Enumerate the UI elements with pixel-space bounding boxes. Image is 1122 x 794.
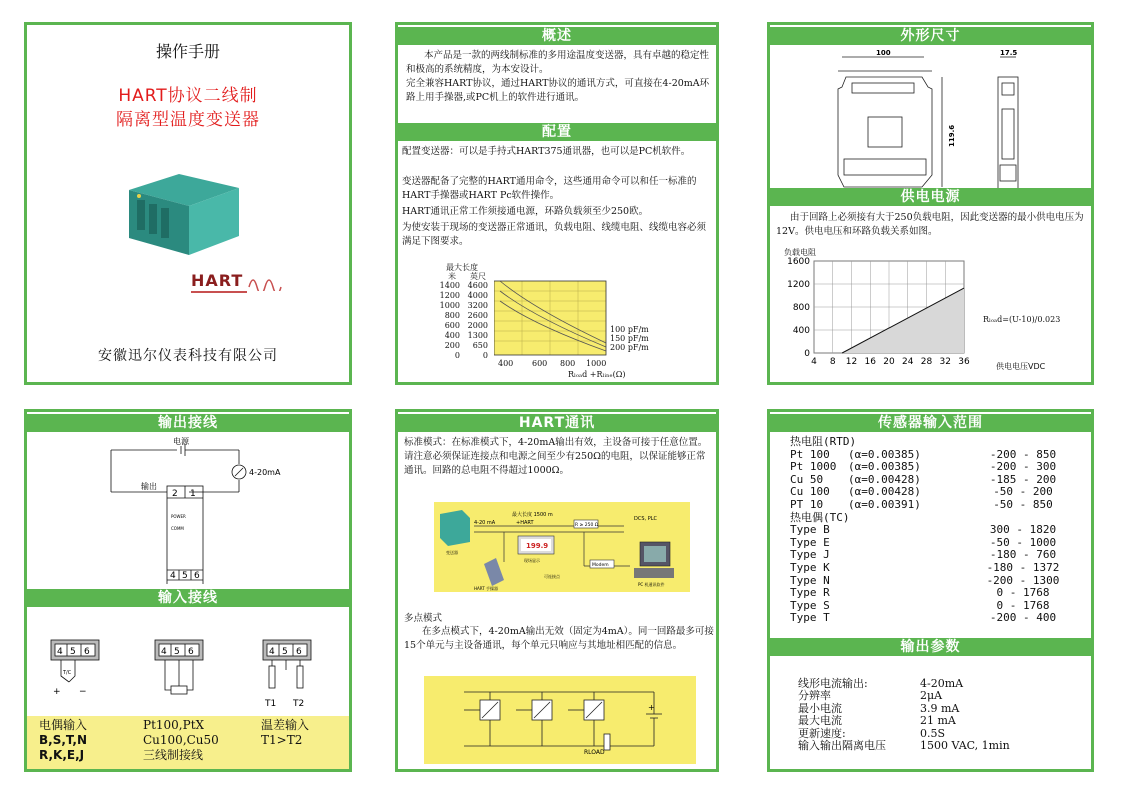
product-photo (119, 160, 259, 260)
loop-label: 4-20mA (249, 468, 281, 477)
param-row (798, 690, 1010, 702)
sensor-range: -180 - 1372 (986, 560, 1060, 574)
tc-pins-4: 4 (57, 647, 63, 657)
rtd-types: Pt100,PtX Cu100,Cu50 三线制接线 (143, 718, 219, 762)
sensor-range: -180 - 760 (989, 548, 1057, 562)
wiring-panel (24, 409, 352, 772)
rtd-row (790, 499, 1090, 512)
cable-meters-value: 1400 (439, 281, 460, 290)
t1-label: T1 (265, 699, 277, 709)
cable-axis-row (432, 291, 492, 301)
sensor-range: -200 - 850 (989, 447, 1057, 461)
sensor-alpha (848, 587, 968, 600)
sensor-list (790, 436, 1090, 625)
cable-meters-value: 400 (444, 331, 460, 340)
diag-conn: 可连接点 (544, 574, 560, 579)
tc-symbol: T/C (63, 670, 72, 676)
power-ytick: 0 (804, 349, 810, 359)
voltage-axis-label: 供电电压VDC (996, 362, 1046, 371)
pin-5: 5 (182, 571, 188, 581)
config-header: 配置 (398, 123, 716, 141)
sensor-name: Pt 100 (790, 447, 830, 461)
power-xtick: 4 (811, 357, 817, 367)
tc-pins-5: 5 (70, 647, 76, 657)
cable-xtick-400: 400 (498, 359, 514, 368)
dim-width: 100 (876, 49, 891, 57)
diag-dcs: DCS, PLC (634, 516, 657, 522)
overview-text-2: 完全兼容HART协议，通过HART协议的通讯方式，可直接在4-20mA环路上用手操器,或PC机上的软件进行通讯。 (406, 78, 710, 103)
output-wiring-diagram (29, 434, 349, 584)
pin-6: 6 (194, 571, 200, 581)
output-params-list (798, 678, 1010, 752)
cable-meters-value: 1000 (439, 301, 460, 310)
power-label: 电源 (173, 437, 189, 446)
cable-meters-value: 1200 (439, 291, 460, 300)
sensor-alpha (848, 612, 968, 625)
param-key: 输入输出隔离电压 (798, 739, 886, 753)
sensor-alpha (848, 524, 968, 537)
hart-logo: HART (191, 271, 291, 311)
cable-feet-value: 0 (482, 351, 488, 360)
tc-row (790, 524, 1090, 537)
power-text: 由于回路上必须接有大于250负载电阻，因此变送器的最小供电电压为12V。供电电压和环路负载关系如图。 (776, 212, 1084, 237)
cable-feet-value: 2600 (467, 311, 488, 320)
sensor-name: PT 10 (790, 497, 824, 511)
multi-mode-text: 在多点模式下，4-20mA输出无效（固定为4mA）。同一回路最多可接15个单元与主设备通讯，每个单元只响应与其地址相匹配的信息。 (404, 626, 714, 651)
cable-axis-row (432, 281, 492, 291)
sensor-name: Type T (790, 611, 830, 625)
sensor-name: Type R (790, 586, 830, 600)
rtd-pins-6: 6 (188, 647, 194, 657)
sensor-name: Pt 1000 (790, 460, 837, 474)
param-key: 更新速度: (798, 726, 846, 740)
overview-header: 概述 (398, 27, 716, 45)
rload-label: RLOAD (584, 749, 605, 756)
diag-r: R ≥ 250 Ω (575, 523, 599, 528)
product-title-line2: 隔离型温度变送器 (116, 110, 260, 130)
tc-plus: + (53, 687, 61, 697)
config-text-3: HART通讯正常工作须接通电源，环路负载须至少250欧。 (402, 206, 649, 217)
sensor-alpha (848, 549, 968, 562)
param-value: 21 mA (920, 714, 956, 728)
cable-chart (494, 279, 624, 361)
company-name: 安徽迅尔仪表科技有限公司 (98, 348, 278, 364)
sensor-panel (767, 409, 1094, 772)
cable-axis-row (432, 341, 492, 351)
output-label: 输出 (141, 482, 157, 491)
sensor-alpha: (α=0.00428) (848, 485, 921, 499)
diff-pins-4: 4 (269, 647, 275, 657)
cable-meters-value: 200 (444, 341, 460, 350)
sensor-name: Type K (790, 560, 830, 574)
tc-row (790, 562, 1090, 575)
cable-axis-row (432, 351, 492, 361)
sensor-range: -50 - 200 (993, 485, 1053, 499)
pin-1: 1 (190, 489, 196, 499)
sensor-range: 0 - 1768 (996, 598, 1050, 612)
cable-feet-value: 2000 (467, 321, 488, 330)
param-value: 3.9 mA (920, 701, 960, 715)
dim-height: 119.6 (948, 124, 956, 147)
hart-standard-text: 标准模式：在标准模式下，4-20mA输出有效，主设备可接于任意位置。请注意必须保证连接点和电源之间至少有250Ω的电阻，以保证能够正常通讯。回路的总电阻不得超过1000Ω。 (404, 437, 708, 476)
manual-title: 操作手册 (155, 42, 220, 61)
curve-label-100: 100 pF/m (610, 325, 649, 334)
multi-plus: + (648, 703, 655, 712)
cable-feet-value: 650 (472, 341, 488, 350)
sensor-alpha (848, 537, 968, 550)
pin-4: 4 (170, 571, 176, 581)
cable-axis-row (432, 331, 492, 341)
dimension-drawing (772, 47, 1092, 197)
cable-meters-value: 0 (454, 351, 460, 360)
power-xtick: 36 (958, 357, 970, 367)
param-row (798, 715, 1010, 727)
diag-tx-label: 变送器 (446, 550, 458, 555)
curve-label-150: 150 pF/m (610, 334, 649, 343)
rtd-row (790, 461, 1090, 474)
cable-col-m: 米 (448, 272, 456, 281)
power-xtick: 8 (829, 357, 836, 367)
sensor-range: -200 - 1300 (986, 573, 1060, 587)
pin-2: 2 (172, 489, 178, 499)
overview-text-1: 本产品是一款的两线制标准的多用途温度变送器，具有卓越的稳定性和极高的系统精度，为本安设计。 (406, 50, 710, 75)
cable-meters-value: 800 (444, 311, 460, 320)
sensor-alpha (848, 575, 968, 588)
led-power: POWER (171, 514, 186, 519)
power-header: 供电电源 (770, 188, 1091, 206)
power-ytick: 800 (792, 303, 810, 313)
diag-display: 199.9 (526, 542, 549, 550)
input-wiring-header: 输入接线 (27, 589, 349, 607)
sensor-alpha: (α=0.00391) (848, 497, 921, 511)
cable-xtick-600: 600 (532, 359, 548, 368)
diff-pins-6: 6 (296, 647, 302, 657)
diag-hart: +HART (516, 520, 534, 526)
led-comm: COMM (171, 526, 184, 531)
sensor-header: 传感器输入范围 (770, 414, 1091, 432)
cable-col-ft: 英尺 (470, 272, 486, 281)
config-text-1: 配置变送器：可以是手持式HART375通讯器，也可以是PC机软件。 (402, 146, 691, 157)
power-ytick: 400 (792, 326, 810, 336)
sensor-range: 0 - 1768 (996, 586, 1050, 600)
cable-axis-labels (432, 281, 492, 361)
diag-ma: 4-20 mA (474, 520, 496, 526)
diff-pins-5: 5 (282, 647, 288, 657)
sensor-name: Type J (790, 548, 830, 562)
cable-xtick-1000: 1000 (586, 359, 607, 368)
sensor-name: Type B (790, 523, 830, 537)
t2-label: T2 (293, 699, 305, 709)
sensor-name: Type N (790, 573, 830, 587)
param-key: 最小电流 (798, 701, 842, 715)
power-xtick: 24 (902, 357, 914, 367)
output-wiring-header: 输出接线 (27, 414, 349, 432)
cable-xtick-800: 800 (560, 359, 576, 368)
cable-xlabel: Rₗₒₐd +Rₗᵢₙₑ(Ω) (568, 370, 626, 379)
dim-depth: 17.5 (1000, 49, 1018, 57)
diag-cable: 最大长度 1500 m (512, 512, 553, 518)
tc-row (790, 587, 1090, 600)
curve-label-200: 200 pF/m (610, 343, 649, 352)
load-axis-label: 负载电阻 (784, 248, 816, 257)
sensor-range: -50 - 1000 (989, 535, 1057, 549)
power-ytick: 1600 (787, 257, 810, 267)
power-xtick: 12 (845, 357, 858, 367)
power-chart (778, 257, 978, 377)
sensor-alpha (848, 562, 968, 575)
sensor-alpha: (α=0.00385) (848, 447, 921, 461)
sensor-name: Type S (790, 598, 830, 612)
overview-config-panel (395, 22, 719, 385)
output-params-header: 输出参数 (770, 638, 1091, 656)
sensor-range: 300 - 1820 (989, 523, 1057, 537)
sensor-alpha (848, 600, 968, 613)
tc-types: 电偶输入 B,S,T,N R,K,E,J (39, 718, 88, 762)
diag-modem: Modem (592, 563, 609, 568)
cable-chart-title: 最大长度 (446, 263, 478, 272)
cover-panel (24, 22, 352, 385)
config-text-4: 为使安装于现场的变送器正常通讯，负载电阻、线缆电阻、线缆电容必须满足下图要求。 (402, 222, 707, 247)
sensor-range: -50 - 850 (993, 497, 1053, 511)
sensor-name: Cu 100 (790, 485, 830, 499)
sensor-range: -200 - 400 (989, 611, 1057, 625)
sensor-name: Type E (790, 535, 830, 549)
power-xtick: 28 (920, 357, 933, 367)
param-value: 4-20mA (920, 677, 964, 690)
sensor-range: -185 - 200 (989, 472, 1057, 486)
hart-header: HART通讯 (398, 414, 716, 432)
multi-mode-title: 多点模式 (404, 613, 443, 624)
dims-power-panel (767, 22, 1094, 385)
hart-panel (395, 409, 719, 772)
cable-feet-value: 4600 (467, 281, 488, 290)
hart-standard-diagram (434, 502, 690, 592)
product-title-line1: HART协议二线制 (118, 86, 258, 106)
hart-multidrop-diagram (424, 676, 696, 764)
power-ytick: 1200 (787, 280, 810, 290)
sensor-alpha: (α=0.00428) (848, 472, 921, 486)
tc-minus: − (79, 687, 87, 697)
tc-row (790, 612, 1090, 625)
sensor-range: -200 - 300 (989, 460, 1057, 474)
power-xtick: 20 (883, 357, 895, 367)
param-value: 0.5S (920, 726, 946, 740)
cable-axis-row (432, 311, 492, 321)
cable-feet-value: 1300 (467, 331, 488, 340)
diff-types: 温差输入 T1>T2 (261, 718, 310, 747)
power-xtick: 32 (939, 357, 951, 367)
param-key: 分辨率 (798, 689, 831, 703)
diag-pc: PC 机通讯软件 (638, 582, 665, 587)
param-key: 线形电流输出: (798, 677, 868, 690)
cable-feet-value: 3200 (467, 301, 488, 310)
sensor-alpha: (α=0.00385) (848, 460, 921, 474)
param-value: 2μA (920, 689, 943, 703)
param-key: 最大电流 (798, 714, 842, 728)
tc-title: 热电偶(TC) (790, 510, 850, 524)
diag-hh: HART 手操器 (474, 586, 498, 591)
dims-header: 外形尺寸 (770, 27, 1091, 45)
config-text-2: 变送器配备了完整的HART通用命令，这些通用命令可以和任一标准的HART手操器或HART Pc软件操作。 (402, 176, 697, 201)
cable-feet-value: 4000 (467, 291, 488, 300)
power-xtick: 16 (864, 357, 876, 367)
rtd-pins-5: 5 (174, 647, 180, 657)
param-row (798, 740, 1010, 752)
diag-disp-label: 现场显示 (524, 558, 540, 563)
param-value: 1500 VAC, 1min (920, 739, 1010, 753)
load-formula: Rₗₒₐd=(U-10)/0.023 (983, 315, 1061, 324)
input-wiring-diagram (29, 636, 349, 716)
cable-meters-value: 600 (444, 321, 460, 330)
sensor-name: Cu 50 (790, 472, 824, 486)
tc-pins-6: 6 (84, 647, 90, 657)
cable-axis-row (432, 301, 492, 311)
rtd-pins-4: 4 (161, 647, 167, 657)
cable-axis-row (432, 321, 492, 331)
rtd-title: 热电阻(RTD) (790, 435, 857, 448)
